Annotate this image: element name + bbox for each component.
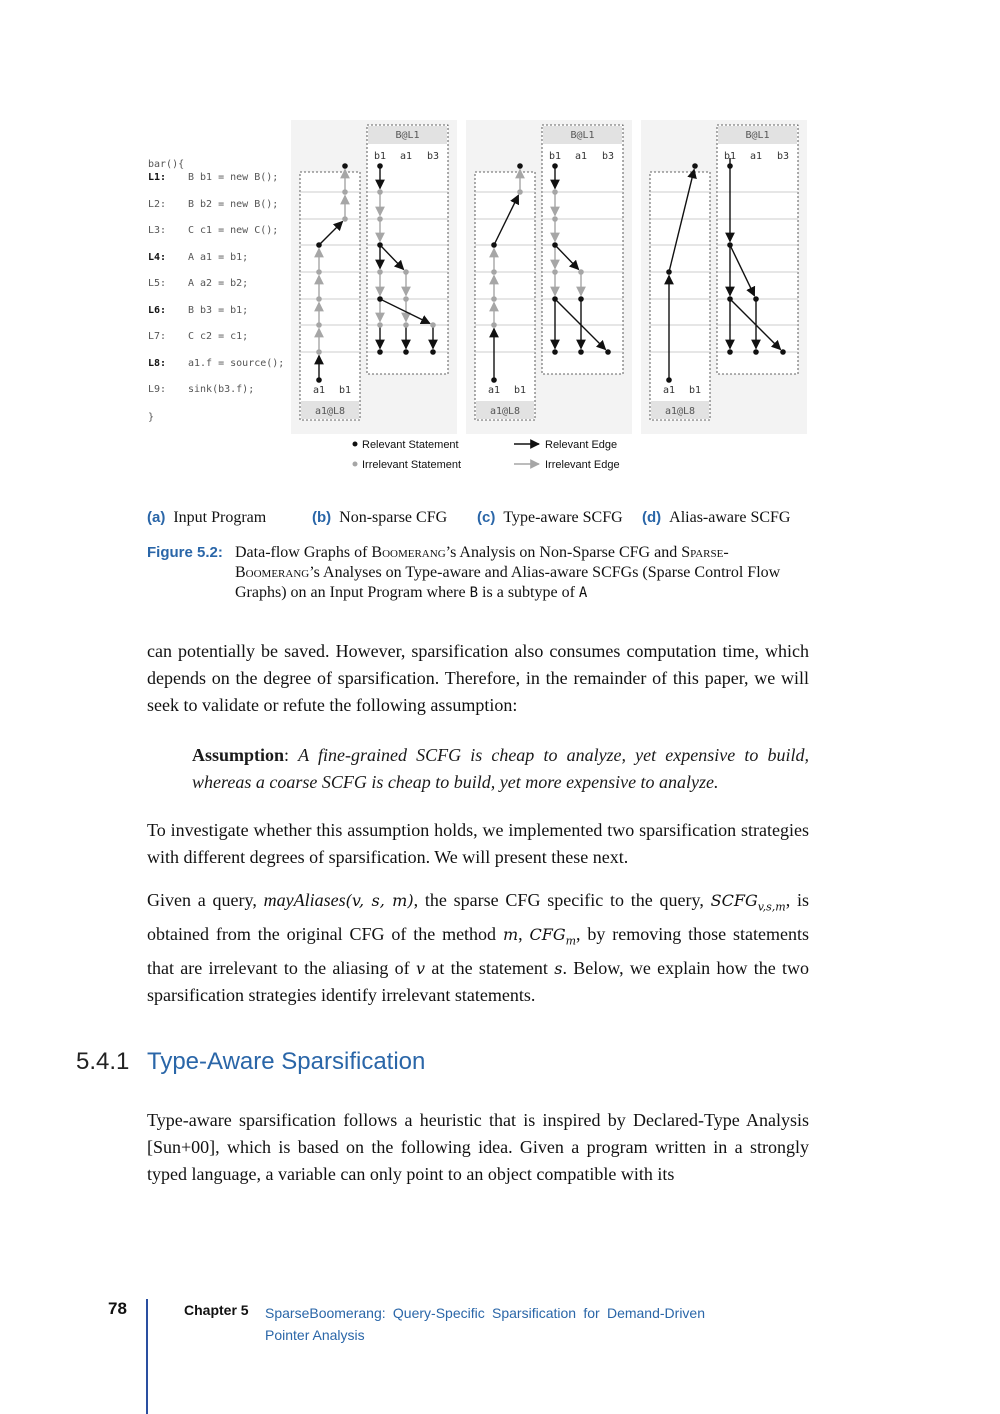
right-frame-var: a1	[399, 151, 413, 162]
irrelevant-statement	[316, 349, 322, 355]
right-frame-var: b3	[426, 151, 440, 162]
subcaption-a: (a) Input Program	[147, 509, 267, 526]
figure-graphs	[140, 112, 820, 482]
right-frame-var: b1	[373, 151, 387, 162]
right-frame-var: b1	[723, 151, 737, 162]
code-line-label: L4:	[148, 251, 167, 263]
relevant-statement	[692, 163, 698, 169]
code-line-text: C c2 = c1;	[188, 331, 249, 342]
irrelevant-statement	[491, 296, 497, 302]
left-frame-var: b1	[338, 385, 352, 396]
right-frame-var: b3	[601, 151, 615, 162]
irrelevant-statement	[552, 189, 558, 195]
relevant-statement	[377, 349, 383, 355]
right-frame-label: B@L1	[745, 130, 770, 141]
irrelevant-statement	[491, 269, 497, 275]
relevant-statement	[430, 349, 436, 355]
irrelevant-statement	[552, 269, 558, 275]
figure-caption	[147, 543, 812, 603]
right-frame-var: b3	[776, 151, 790, 162]
irrelevant-statement	[403, 322, 409, 328]
right-frame-var: a1	[749, 151, 763, 162]
relevant-statement	[753, 296, 759, 302]
legend-relevant-edge: Relevant Edge	[545, 439, 618, 451]
relevant-statement	[377, 163, 383, 169]
relevant-statement	[491, 242, 497, 248]
figure-label: Figure 5.2:	[147, 544, 223, 561]
paragraph-1: can potentially be saved. However, sparsification also consumes computation time, which depends on the degree of sparsification. Therefore, in the remainder of this paper, we will seek to validate or refute the following assumption:	[147, 641, 809, 716]
left-frame-label: a1@L8	[664, 406, 696, 417]
relevant-statement	[753, 349, 759, 355]
left-frame-var: b1	[688, 385, 702, 396]
code-header: bar(){	[148, 159, 185, 170]
relevant-statement	[605, 349, 611, 355]
code-line-label: L5:	[148, 278, 167, 289]
figure-caption-text: Data-flow Graphs of Boomerang’s Analysis on Non-Sparse CFG and Sparse-Boomerang’s Analyses on Type-aware and Alias-aware SCFGs (Sparse Control Flow Graphs) on an Input Program where B is a subtype of A	[235, 544, 781, 601]
irrelevant-statement	[377, 322, 383, 328]
code-line-text: B b1 = new B();	[188, 172, 279, 183]
relevant-statement	[666, 269, 672, 275]
code-line-label: L3:	[148, 225, 167, 236]
relevant-statement	[491, 377, 497, 383]
right-frame	[717, 125, 798, 374]
relevant-statement	[342, 163, 348, 169]
code-line-label: L8:	[148, 357, 167, 369]
right-frame	[367, 125, 448, 374]
irrelevant-statement	[491, 322, 497, 328]
relevant-statement	[552, 163, 558, 169]
irrelevant-statement	[377, 189, 383, 195]
code-line-label: L7:	[148, 331, 167, 342]
code-line-text: A a2 = b2;	[188, 278, 249, 289]
legend-irrelevant-dot	[353, 462, 358, 467]
subcaption-d: (d) Alias-aware SCFG	[642, 509, 791, 526]
code-line-label: L2:	[148, 198, 167, 210]
left-frame-var: a1	[487, 385, 501, 396]
footer-title: SparseBoomerang: Query-Specific Sparsification for Demand-Driven Pointer Analysis	[265, 1305, 705, 1343]
irrelevant-statement	[517, 189, 523, 195]
relevant-statement	[403, 349, 409, 355]
left-frame-var: a1	[662, 385, 676, 396]
page-number: 78	[108, 1299, 127, 1318]
relevant-statement	[552, 349, 558, 355]
legend-irrelevant-statement: Irrelevant Statement	[362, 459, 462, 471]
irrelevant-statement	[342, 189, 348, 195]
legend-relevant-dot	[353, 442, 358, 447]
right-frame-var: a1	[574, 151, 588, 162]
right-frame	[542, 125, 623, 374]
relevant-statement	[727, 296, 733, 302]
paragraph-2: To investigate whether this assumption holds, we implemented two sparsification strategies with different degrees of sparsification. We will present these next.	[147, 820, 809, 868]
relevant-statement	[377, 296, 383, 302]
code-footer: }	[148, 412, 155, 423]
paragraph-3: Given a query, mayAliases(v, s, m), the sparse CFG specific to the query, $SCFG_{v,s,m}$, is obtained from the original CFG of the method m, $CFG_m$, by removing those statements that are irrelevant to the aliasing of v at the statement s. Below, we explain how the two sparsification strategies identify irrelevant statements.	[147, 890, 810, 1005]
relevant-statement	[517, 163, 523, 169]
footer-rule	[146, 1299, 148, 1414]
left-frame	[650, 172, 710, 420]
code-line-label: L9:	[148, 384, 167, 395]
relevant-statement	[316, 242, 322, 248]
irrelevant-statement	[316, 269, 322, 275]
code-line-text: A a1 = b1;	[188, 251, 249, 263]
code-line-text: B b2 = new B();	[188, 198, 279, 210]
relevant-statement	[552, 296, 558, 302]
legend-relevant-statement: Relevant Statement	[362, 439, 459, 451]
assumption-label: Assumption	[192, 745, 285, 765]
relevant-statement	[552, 242, 558, 248]
relevant-statement	[316, 377, 322, 383]
section-number: 5.4.1	[76, 1048, 130, 1075]
code-line-text: C c1 = new C();	[188, 225, 279, 236]
irrelevant-statement	[316, 296, 322, 302]
code-line-label: L1:	[148, 172, 167, 183]
section-title: Type-Aware Sparsification	[147, 1048, 426, 1075]
relevant-statement	[377, 242, 383, 248]
assumption-block: Assumption: A fine-grained SCFG is cheap to analyze, yet expensive to build, whereas a coarse SCFG is cheap to build, yet more expensive to analyze.	[192, 745, 809, 793]
relevant-statement	[666, 377, 672, 383]
code-line-text: a1.f = source();	[188, 357, 285, 369]
paragraph-4: Type-aware sparsification follows a heuristic that is inspired by Declared-Type Analysis [Sun+00], which is based on the following idea. Given a program written in a strongly typed language, a variable can only point to an object compatible with its	[147, 1110, 809, 1185]
subcaption-b: (b) Non-sparse CFG	[312, 509, 448, 526]
irrelevant-statement	[430, 322, 436, 328]
relevant-statement	[727, 349, 733, 355]
code-line-text: sink(b3.f);	[188, 384, 255, 395]
right-frame-label: B@L1	[570, 130, 595, 141]
irrelevant-statement	[377, 216, 383, 222]
left-frame-label: a1@L8	[489, 406, 521, 417]
relevant-statement	[780, 349, 786, 355]
left-frame-var: b1	[513, 385, 527, 396]
irrelevant-statement	[552, 216, 558, 222]
irrelevant-statement	[316, 322, 322, 328]
subcaption-c: (c) Type-aware SCFG	[477, 509, 623, 526]
relevant-statement	[727, 163, 733, 169]
relevant-statement	[578, 349, 584, 355]
footer-chapter: Chapter 5	[184, 1302, 249, 1318]
irrelevant-statement	[578, 269, 584, 275]
left-frame	[300, 172, 360, 420]
code-line-text: B b3 = b1;	[188, 304, 249, 316]
left-frame-var: a1	[312, 385, 326, 396]
irrelevant-statement	[403, 296, 409, 302]
left-frame	[475, 172, 535, 420]
assumption-text: A fine-grained SCFG is cheap to analyze, yet expensive to build, whereas a coarse SCFG is cheap to build, yet more expensive to analyze.	[192, 745, 809, 793]
irrelevant-statement	[377, 269, 383, 275]
legend-irrelevant-edge: Irrelevant Edge	[545, 459, 620, 471]
right-frame-var: b1	[548, 151, 562, 162]
left-frame-label: a1@L8	[314, 406, 346, 417]
code-line-label: L6:	[148, 304, 167, 316]
relevant-statement	[578, 296, 584, 302]
relevant-statement	[727, 242, 733, 248]
right-frame-label: B@L1	[395, 130, 420, 141]
figure-legend	[353, 439, 620, 471]
irrelevant-statement	[403, 269, 409, 275]
irrelevant-statement	[342, 216, 348, 222]
